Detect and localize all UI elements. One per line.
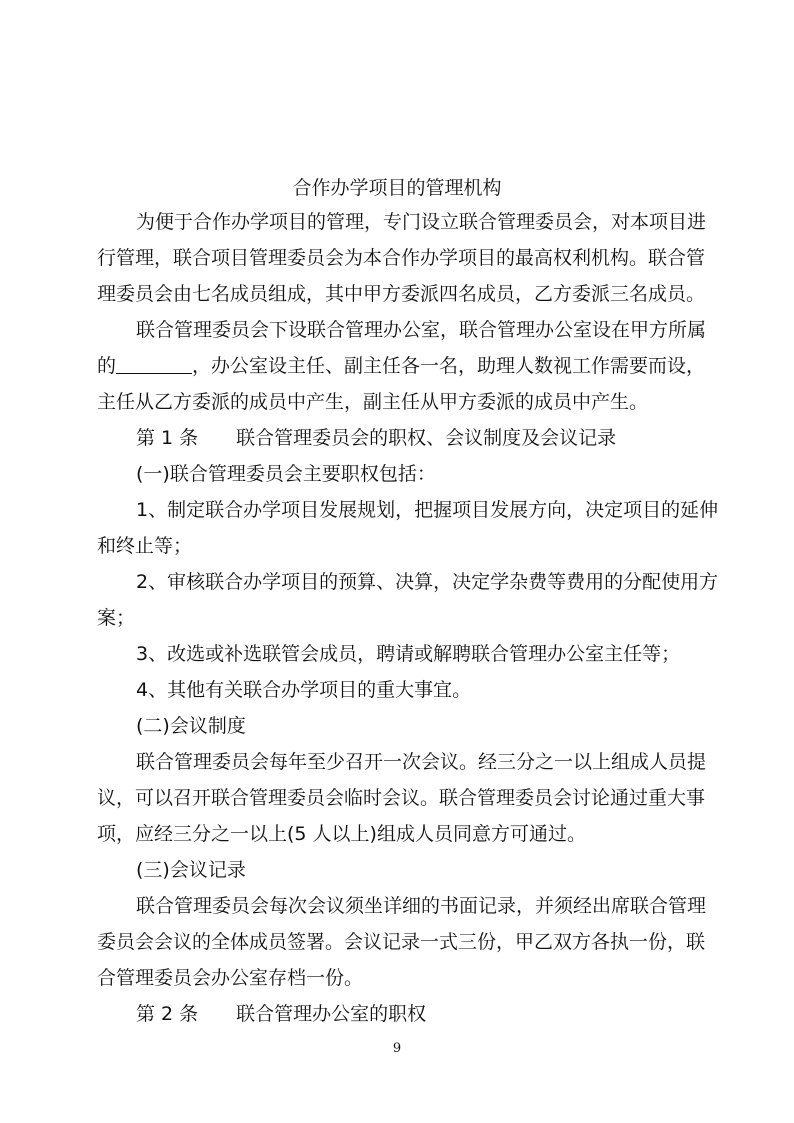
records-line-2: 委员会会议的全体成员签署。会议记录一式三份，甲乙双方各执一份，联 xyxy=(97,931,706,953)
article-2-heading xyxy=(136,1000,699,1028)
item-1-line-1: 1、制定联合办学项目发展规划，把握项目发展方向，决定项目的延伸 xyxy=(136,499,719,521)
intro-line-1: 为便于合作办学项目的管理，专门设立联合管理委员会，对本项目进 xyxy=(136,211,707,233)
section-1-heading: (一)联合管理委员会主要职权包括： xyxy=(136,463,436,485)
item-4: 4、其他有关联合办学项目的重大事宜。 xyxy=(136,679,472,701)
intro-line-2: 行管理，联合项目管理委员会为本合作办学项目的最高权利机构。联合管 xyxy=(97,247,706,269)
intro-line-5-start: 的 xyxy=(97,355,117,377)
document-title: 合作办学项目的管理机构 xyxy=(292,177,502,199)
intro-line-6: 主任从乙方委派的成员中产生，副主任从甲方委派的成员中产生。 xyxy=(97,391,649,413)
records-line-3: 合管理委员会办公室存档一份。 xyxy=(97,967,364,989)
fill-in-blank xyxy=(116,355,192,374)
intro-line-5-rest: ，办公室设主任、副主任各一名，助理人数视工作需要而设， xyxy=(192,355,706,377)
records-line-1: 联合管理委员会每次会议须坐详细的书面记录，并须经出席联合管理 xyxy=(136,895,707,917)
intro-line-3: 理委员会由七名成员组成，其中甲方委派四名成员，乙方委派三名成员。 xyxy=(97,283,706,305)
meeting-line-2: 议，可以召开联合管理委员会临时会议。联合管理委员会讨论通过重大事 xyxy=(97,787,706,809)
article-1-title: 联合管理委员会的职权、会议制度及会议记录 xyxy=(236,427,617,449)
intro-line-4: 联合管理委员会下设联合管理办公室，联合管理办公室设在甲方所属 xyxy=(136,319,707,341)
meeting-line-1: 联合管理委员会每年至少召开一次会议。经三分之一以上组成人员提 xyxy=(136,751,707,773)
article-2-number: 第 2 条 xyxy=(136,1003,199,1025)
section-2-heading: (二)会议制度 xyxy=(136,715,246,737)
page-number: 9 xyxy=(392,1041,402,1056)
article-1-number: 第 1 条 xyxy=(136,427,199,449)
item-2-line-2: 案； xyxy=(97,607,136,629)
section-3-heading: (三)会议记录 xyxy=(136,859,246,881)
meeting-line-3: 项，应经三分之一以上(5 人以上)组成人员同意方可通过。 xyxy=(97,823,586,845)
item-1-line-2: 和终止等； xyxy=(97,535,193,557)
item-3: 3、改选或补选联管会成员，聘请或解聘联合管理办公室主任等； xyxy=(136,643,681,665)
item-2-line-1: 2、审核联合办学项目的预算、决算，决定学杂费等费用的分配使用方 xyxy=(136,571,719,593)
article-1-heading xyxy=(136,424,699,452)
intro-line-5 xyxy=(97,352,706,380)
article-2-title: 联合管理办公室的职权 xyxy=(236,1003,427,1025)
